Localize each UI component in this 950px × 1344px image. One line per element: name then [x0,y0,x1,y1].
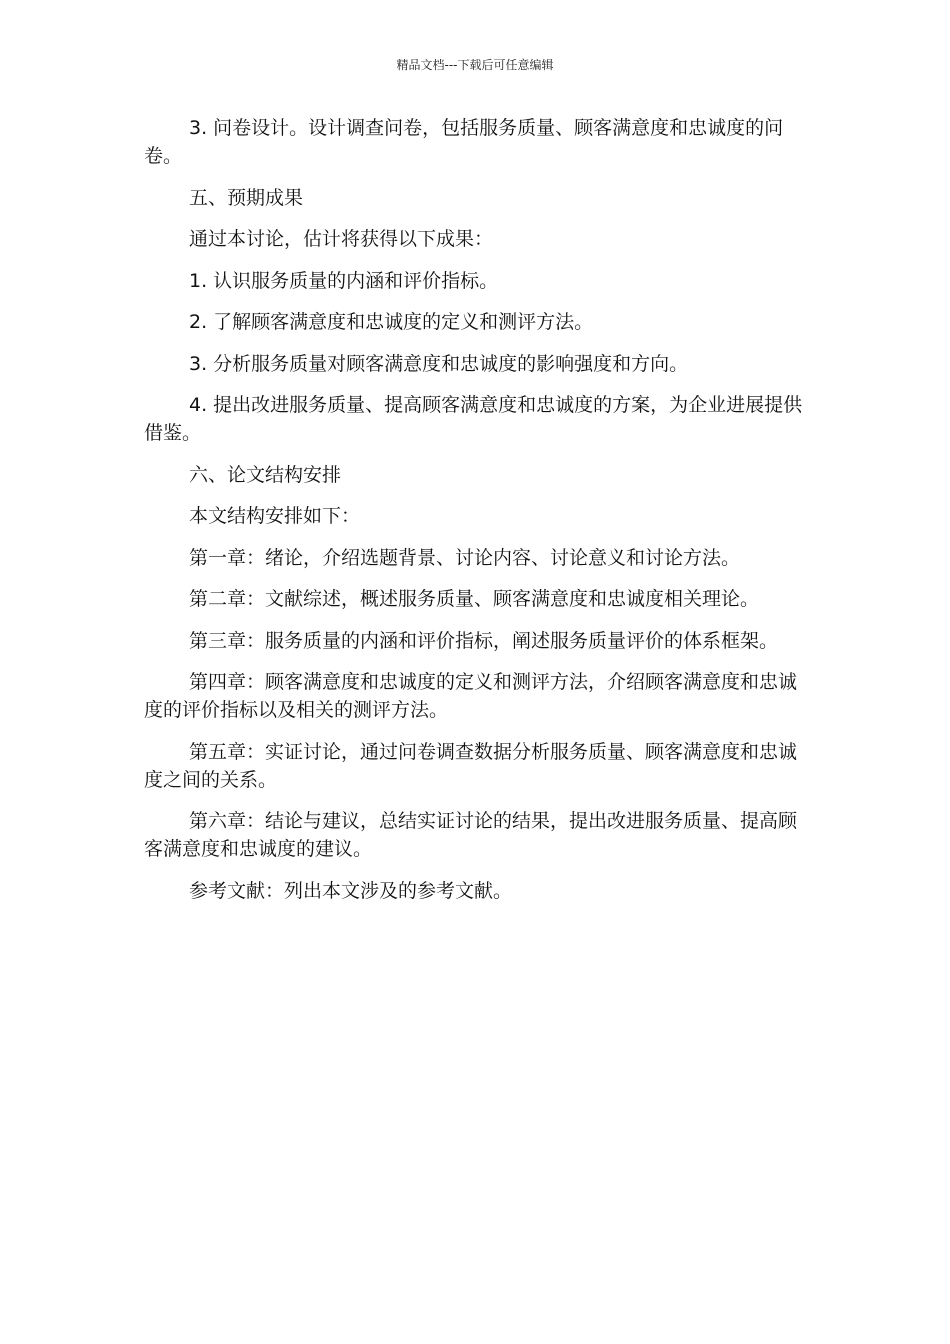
chapter-4-description: 第四章：顾客满意度和忠诚度的定义和测评方法，介绍顾客满意度和忠诚度的评价指标以及相关的测评方法。 [144,671,798,721]
list-item-result-1: 1. 认识服务质量的内涵和评价指标。 [189,269,499,292]
list-item-result-2: 2. 了解顾客满意度和忠诚度的定义和测评方法。 [189,311,594,333]
document-body [144,114,804,918]
references-description: 参考文献：列出本文涉及的参考文献。 [189,879,513,902]
chapter-2-description: 第二章：文献综述，概述服务质量、顾客满意度和忠诚度相关理论。 [189,588,760,610]
list-item-result-3: 3. 分析服务质量对顾客满意度和忠诚度的影响强度和方向。 [189,352,689,375]
paragraph-questionnaire-design: 3. 问卷设计。设计调查问卷，包括服务质量、顾客满意度和忠诚度的问卷。 [144,117,784,167]
heading-thesis-structure: 六、论文结构安排 [189,463,342,486]
chapter-3-description: 第三章：服务质量的内涵和评价指标，阐述服务质量评价的体系框架。 [189,629,779,652]
heading-expected-results: 五、预期成果 [189,186,304,209]
list-item-result-4: 4. 提出改进服务质量、提高顾客满意度和忠诚度的方案，为企业进展提供借鉴。 [144,394,803,444]
chapter-5-description: 第五章：实证讨论，通过问卷调查数据分析服务质量、顾客满意度和忠诚度之间的关系。 [144,740,798,791]
paragraph-results-intro: 通过本讨论，估计将获得以下成果： [189,228,494,250]
chapter-6-description: 第六章：结论与建议，总结实证讨论的结果，提出改进服务质量、提高顾客满意度和忠诚度的建议。 [144,810,798,860]
page-header: 精品文档---下载后可任意编辑 [396,58,554,72]
chapter-1-description: 第一章：绪论，介绍选题背景、讨论内容、讨论意义和讨论方法。 [189,546,741,569]
paragraph-structure-intro: 本文结构安排如下： [189,505,361,527]
